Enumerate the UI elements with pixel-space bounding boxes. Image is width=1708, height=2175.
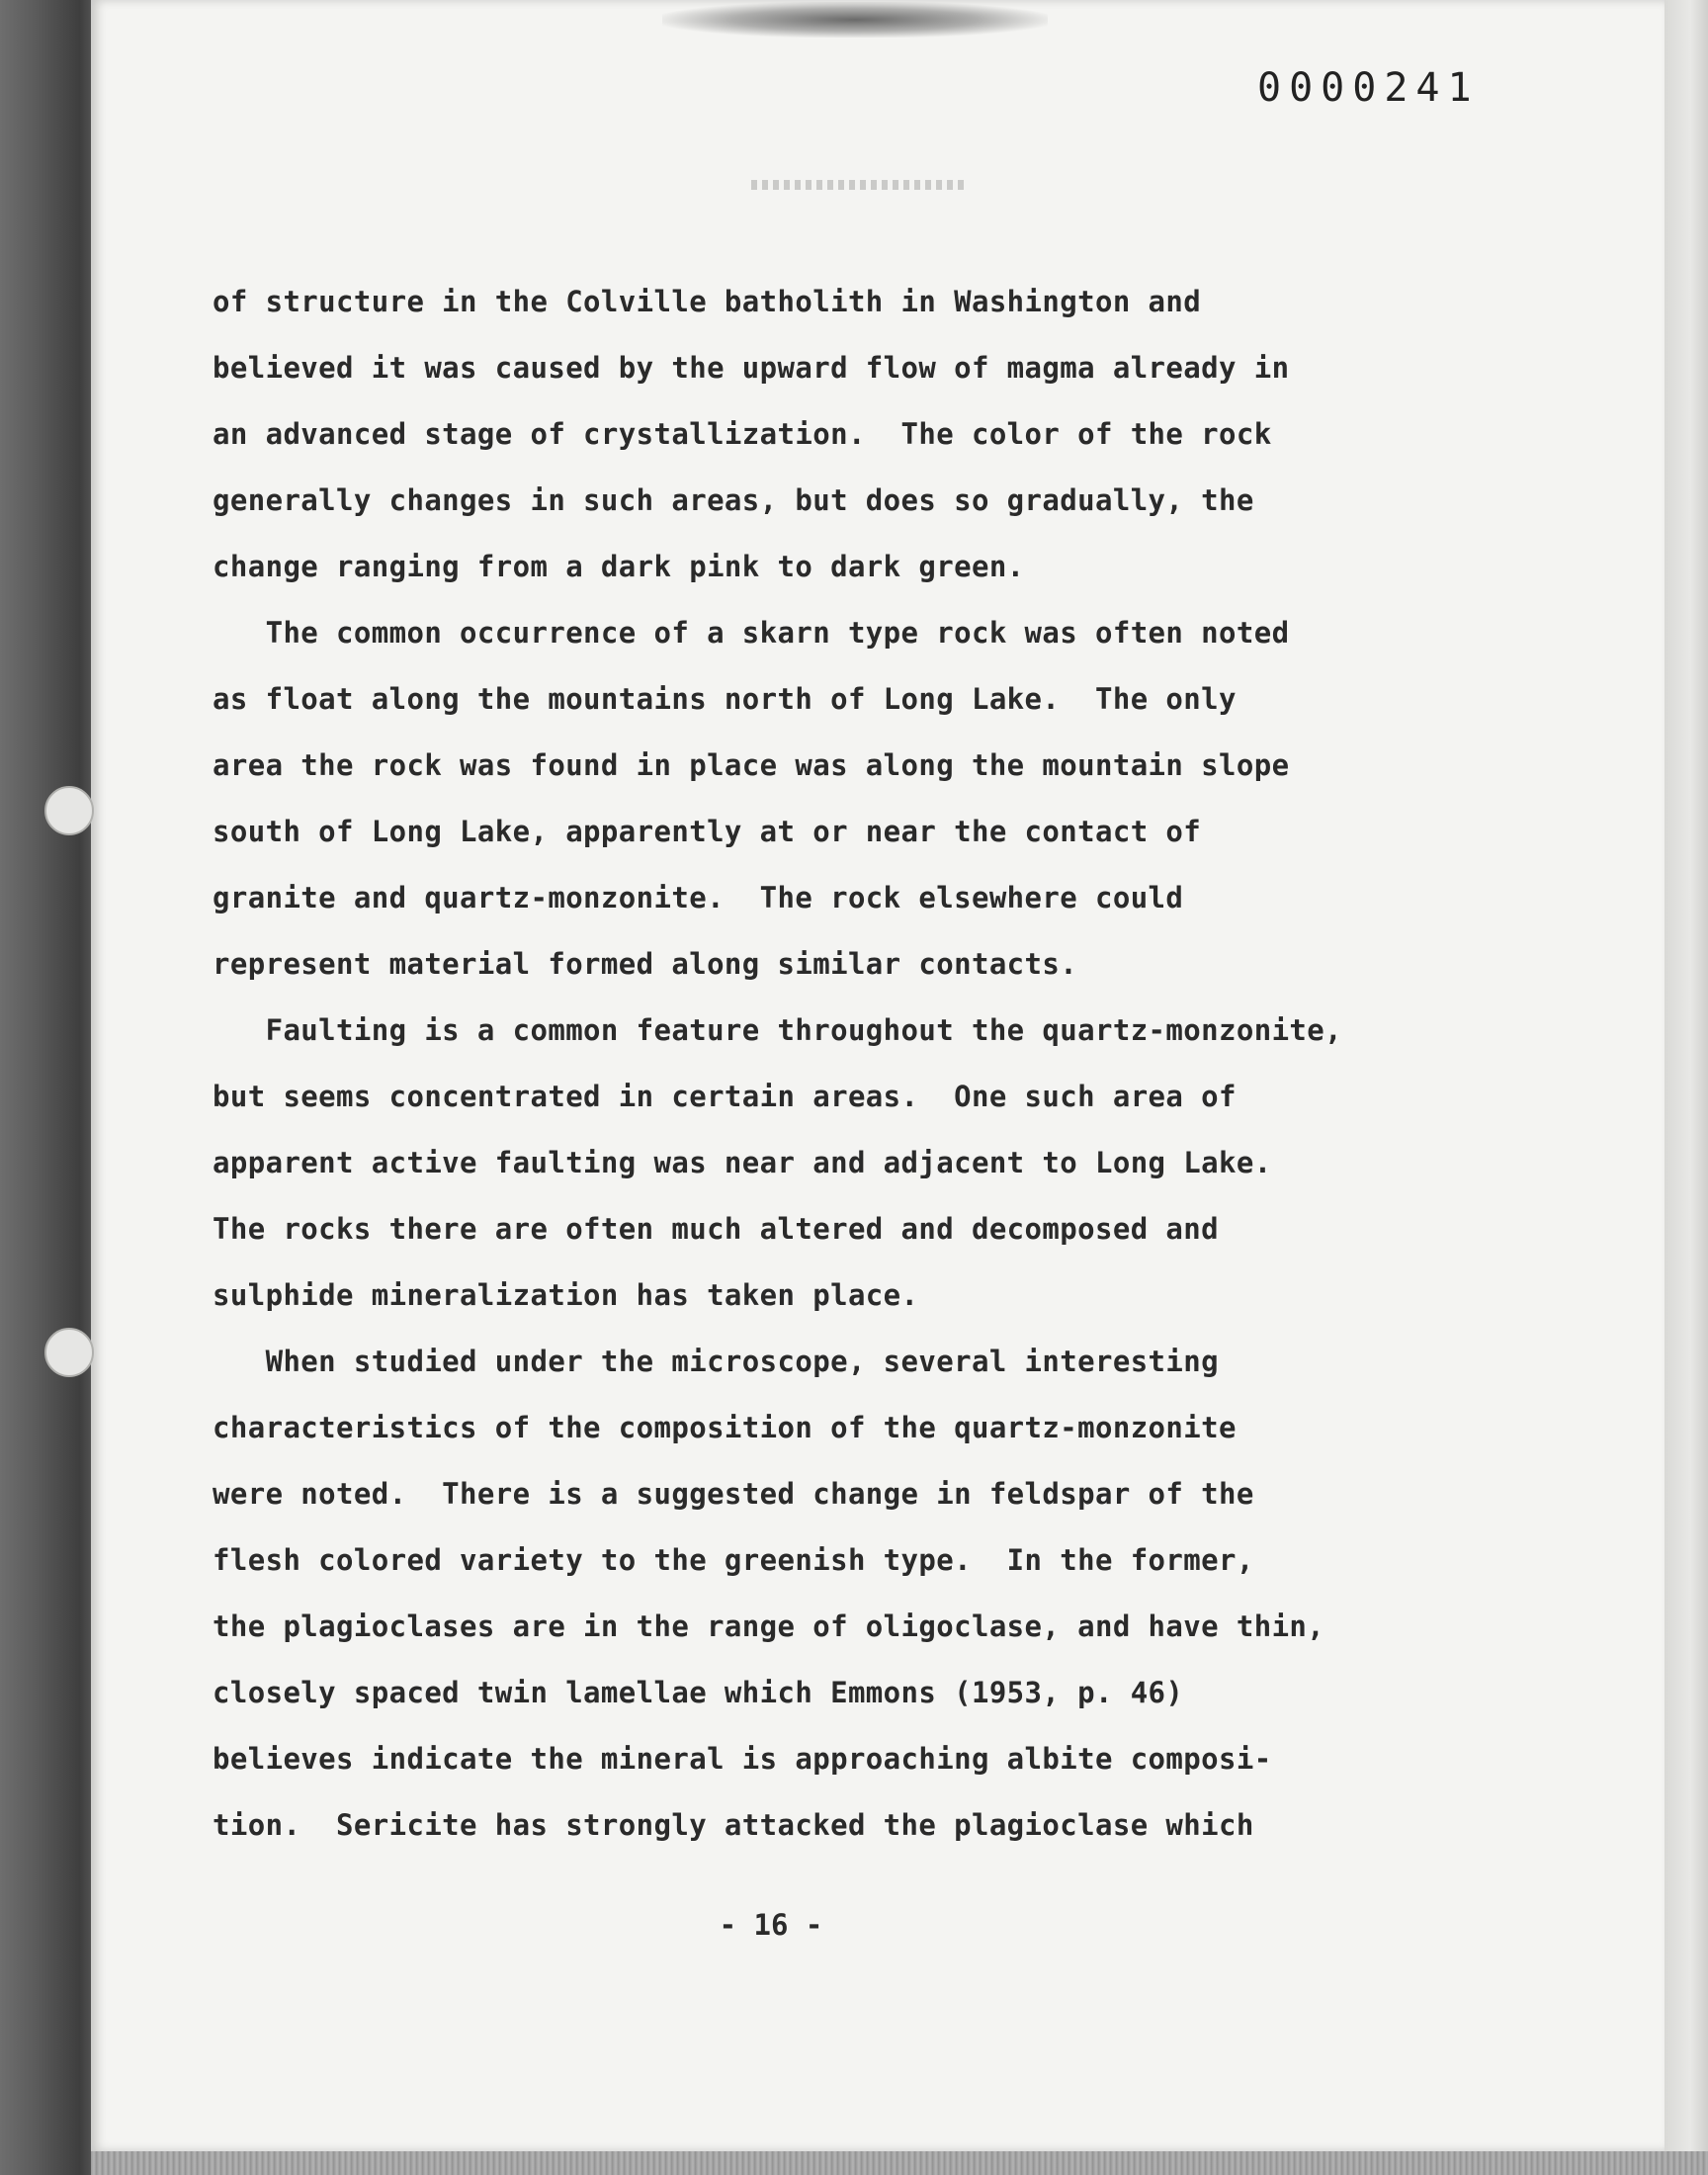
binding-strip: [0, 0, 94, 2175]
text-line: believed it was caused by the upward flow of magma already in: [213, 351, 1290, 385]
text-line: generally changes in such areas, but does so gradually, the: [213, 483, 1254, 517]
text-line: were noted. There is a suggested change in feldspar of the: [213, 1477, 1254, 1511]
faint-mark: [751, 180, 969, 190]
text-line: change ranging from a dark pink to dark green.: [213, 550, 1025, 583]
text-line: the plagioclases are in the range of oligoclase, and have thin,: [213, 1610, 1325, 1643]
text-line: an advanced stage of crystallization. The color of the rock: [213, 417, 1272, 451]
text-line: granite and quartz-monzonite. The rock elsewhere could: [213, 881, 1184, 914]
text-line: flesh colored variety to the greenish type. In the former,: [213, 1543, 1254, 1577]
text-line: The common occurrence of a skarn type rock was often noted: [213, 616, 1290, 650]
text-line: but seems concentrated in certain areas. One such area of: [213, 1080, 1237, 1113]
text-line: Faulting is a common feature throughout the quartz-monzonite,: [213, 1013, 1343, 1047]
page-number: - 16 -: [719, 1908, 823, 1942]
text-line: area the rock was found in place was along the mountain slope: [213, 748, 1290, 782]
text-line: as float along the mountains north of Long Lake. The only: [213, 682, 1237, 716]
text-line: believes indicate the mineral is approaching albite composi-: [213, 1742, 1272, 1776]
punch-hole-bottom: [44, 1328, 94, 1377]
text-line: characteristics of the composition of the quartz-monzonite: [213, 1411, 1237, 1444]
text-line: The rocks there are often much altered and decomposed and: [213, 1212, 1219, 1246]
text-line: represent material formed along similar contacts.: [213, 947, 1078, 981]
punch-hole-top: [44, 786, 94, 835]
top-smudge: [662, 2, 1048, 38]
text-line: When studied under the microscope, several interesting: [213, 1345, 1219, 1378]
text-line: tion. Sericite has strongly attacked the plagioclase which: [213, 1808, 1254, 1842]
document-number: 0000241: [1257, 65, 1480, 111]
text-line: south of Long Lake, apparently at or near the contact of: [213, 815, 1202, 848]
page-bottom-edge: [91, 2151, 1708, 2175]
text-line: sulphide mineralization has taken place.: [213, 1278, 919, 1312]
text-line: closely spaced twin lamellae which Emmons (1953, p. 46): [213, 1676, 1184, 1709]
page-right-edge: [1665, 0, 1708, 2175]
text-line: of structure in the Colville batholith in Washington and: [213, 285, 1202, 318]
text-line: apparent active faulting was near and adjacent to Long Lake.: [213, 1146, 1272, 1179]
body-text: [213, 282, 1488, 1871]
